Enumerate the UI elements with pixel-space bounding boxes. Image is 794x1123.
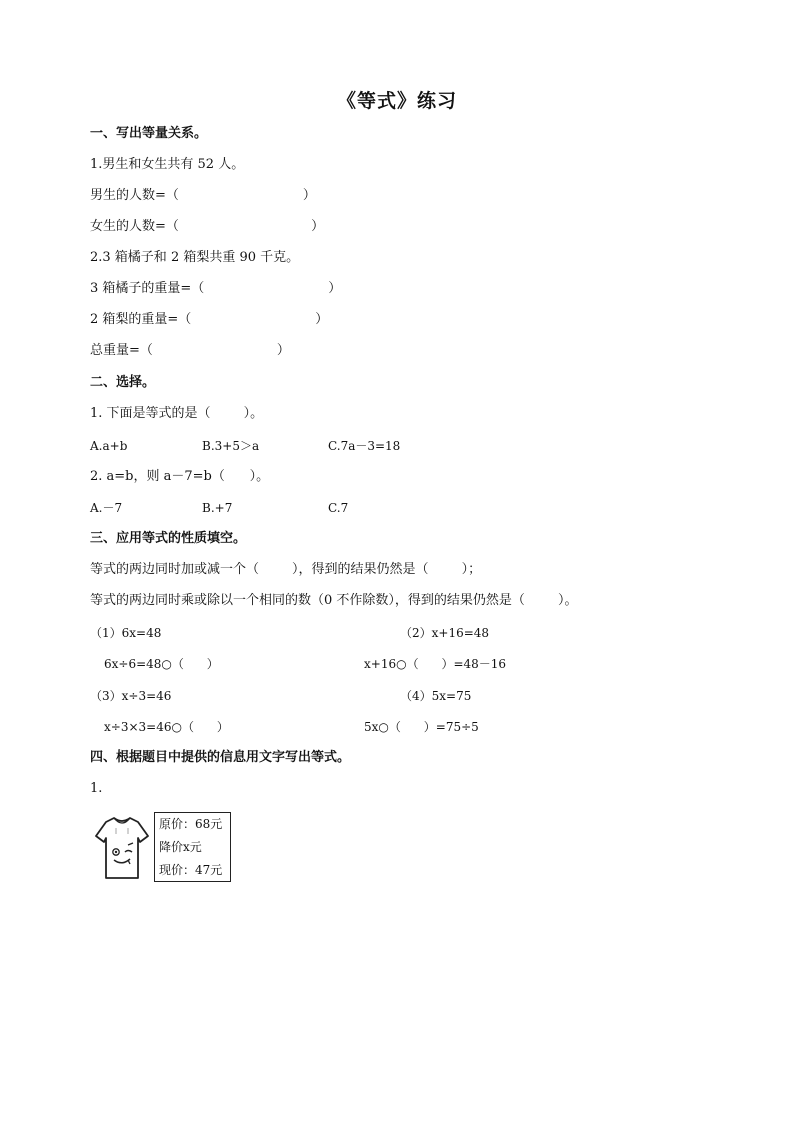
discount-label: 降价x元 <box>159 840 202 854</box>
s3-problem2: （2）x+16=48 <box>400 626 490 640</box>
s3-problem1: （1）6x=48 <box>90 626 162 640</box>
s2-q1-option-b: B.3+5＞a <box>202 439 260 453</box>
section2-heading: 二、选择。 <box>90 375 156 390</box>
original-price-label: 原价：68元 <box>159 817 223 831</box>
s1-question1: 1.男生和女生共有 52 人。 <box>90 157 245 172</box>
s3-problem4-step: 5x○（ ）=75÷5 <box>364 720 479 734</box>
s3-problem3: （3）x÷3=46 <box>90 689 172 703</box>
s3-problem3-step: x÷3×3=46○（ ） <box>104 720 229 734</box>
s2-q1-option-c: C.7a－3=18 <box>328 439 401 453</box>
s1-question2: 2.3 箱橘子和 2 箱梨共重 90 千克。 <box>90 250 300 265</box>
section1-heading: 一、写出等量关系。 <box>90 126 208 141</box>
tshirt-price-illustration <box>92 812 234 884</box>
s2-q1-option-a: A.a+b <box>90 439 128 453</box>
s3-rule1: 等式的两边同时加或减一个（ ），得到的结果仍然是（ ）； <box>90 562 482 577</box>
s3-problem4: （4）5x=75 <box>400 689 472 703</box>
s3-rule2: 等式的两边同时乘或除以一个相同的数（0 不作除数），得到的结果仍然是（ ）。 <box>90 593 578 608</box>
s1-q2-oranges: 3 箱橘子的重量=（ ） <box>90 281 342 296</box>
s3-problem1-step: 6x÷6=48○（ ） <box>104 657 219 671</box>
s1-q1-boys: 男生的人数=（ ） <box>90 188 316 203</box>
s3-problem2-step: x+16○（ ）=48－16 <box>364 657 507 671</box>
section4-heading: 四、根据题目中提供的信息用文字写出等式。 <box>90 750 351 765</box>
s1-q1-girls: 女生的人数=（ ） <box>90 219 325 234</box>
s4-question1: 1. <box>90 781 103 796</box>
tshirt-icon <box>92 812 152 884</box>
s2-question1: 1. 下面是等式的是（ ）。 <box>90 406 264 421</box>
s2-q2-option-b: B.+7 <box>202 501 233 515</box>
s1-q2-pears: 2 箱梨的重量=（ ） <box>90 312 329 327</box>
price-tag <box>154 812 231 882</box>
s2-q2-option-a: A.－7 <box>90 501 123 515</box>
section3-heading: 三、应用等式的性质填空。 <box>90 531 247 546</box>
current-price-label: 现价：47元 <box>159 863 223 877</box>
s1-q2-total: 总重量=（ ） <box>90 343 290 358</box>
s2-q2-option-c: C.7 <box>328 501 349 515</box>
s2-question2: 2. a=b，则 a－7=b（ ）。 <box>90 469 270 484</box>
page-title: 《等式》练习 <box>336 90 457 112</box>
